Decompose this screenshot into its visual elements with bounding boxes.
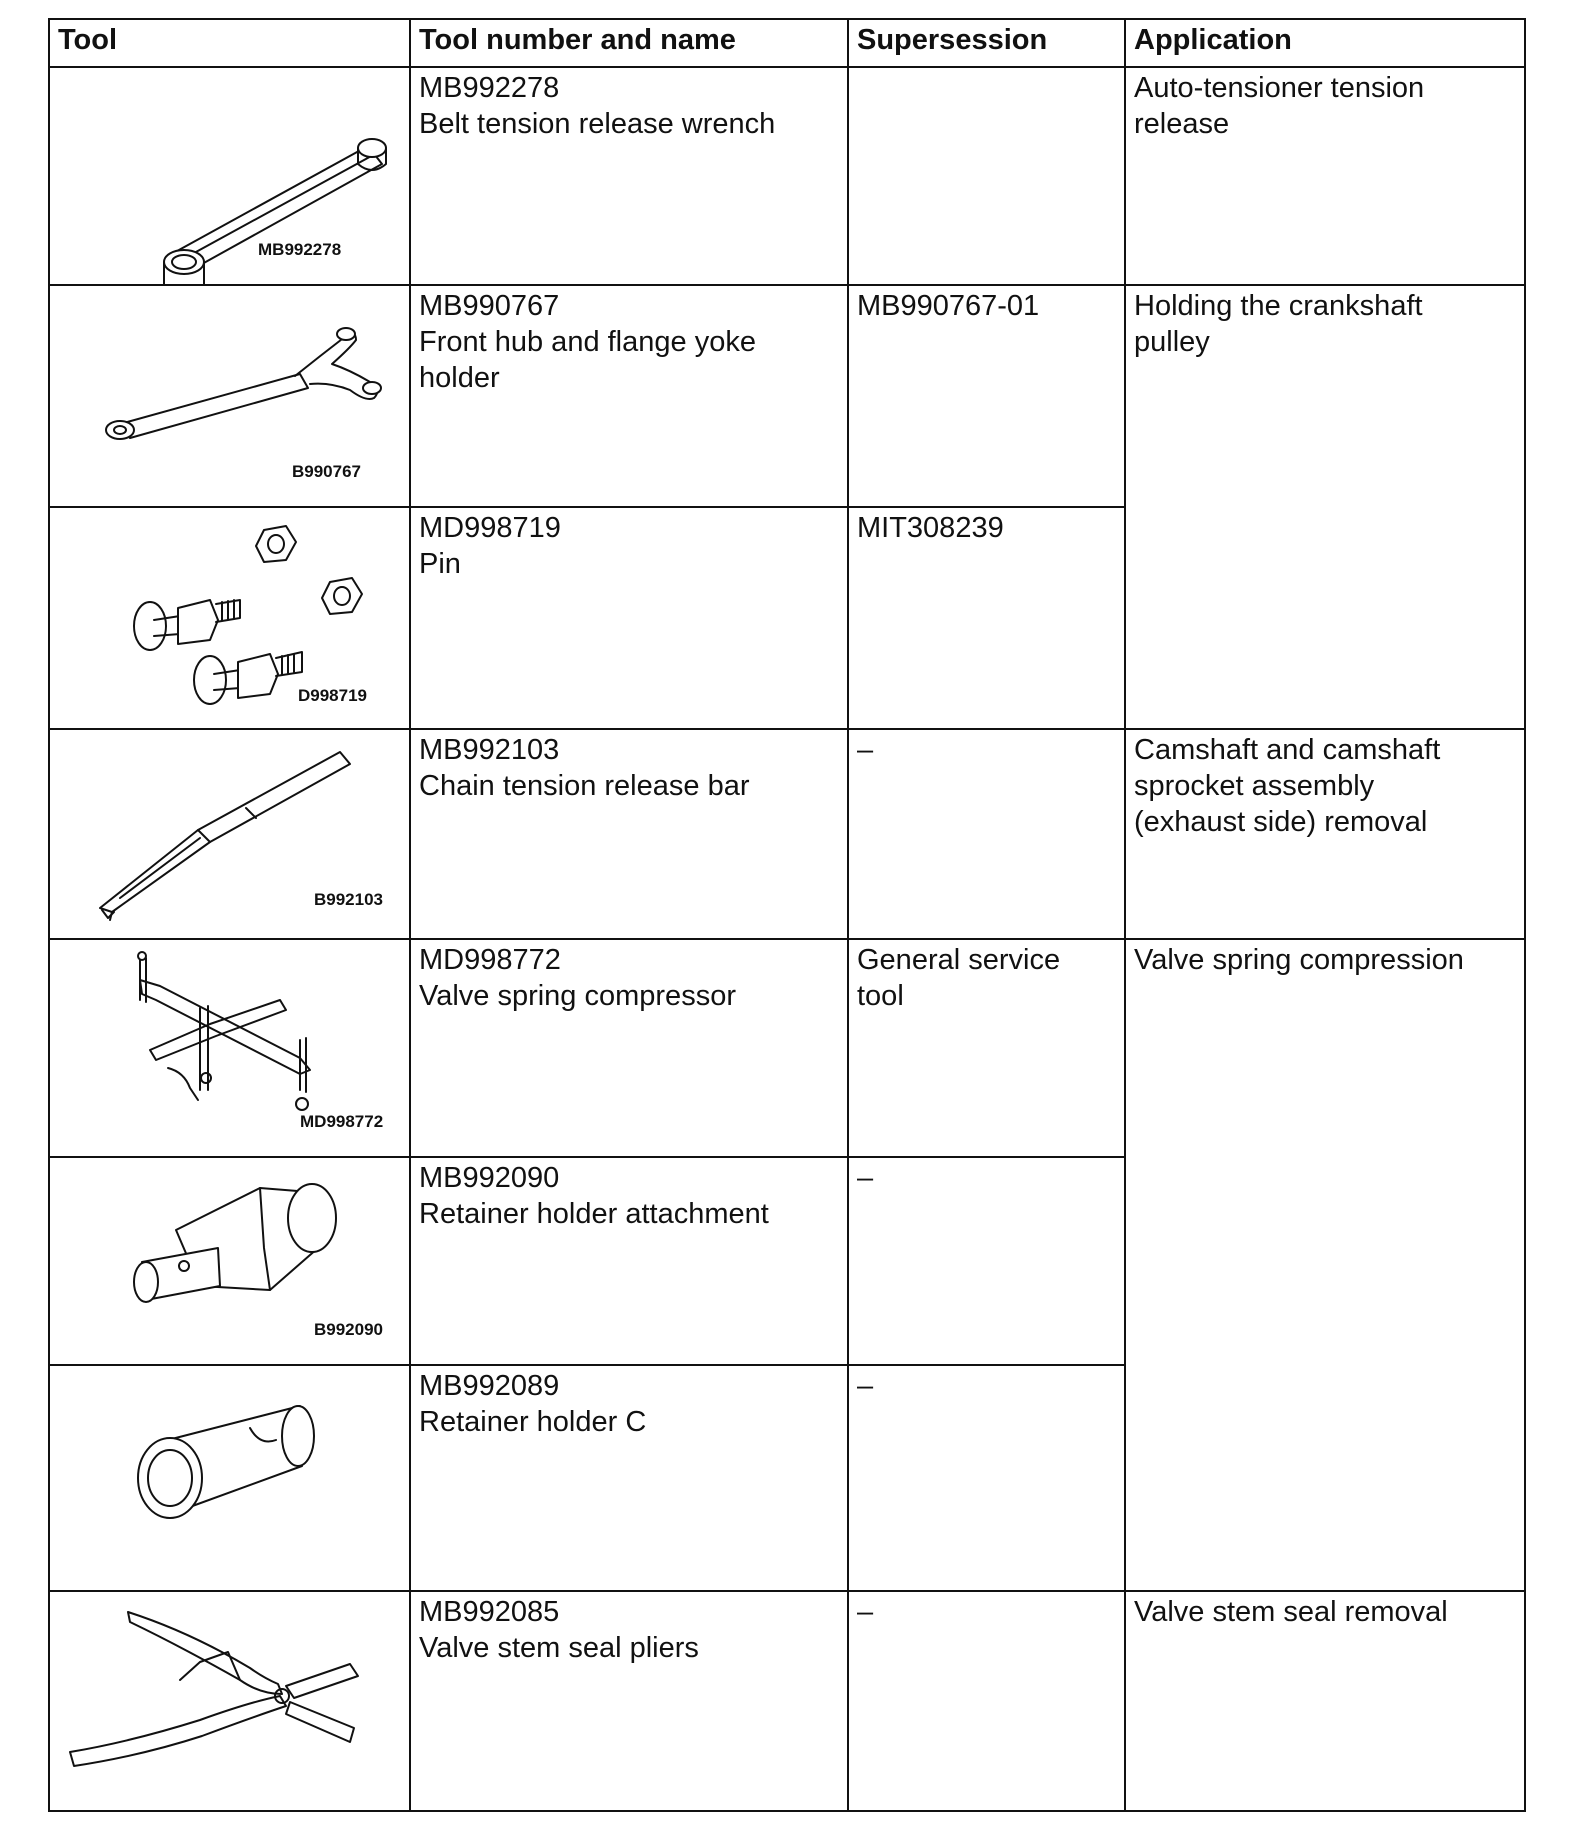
tool-illustration-cell: [49, 1591, 410, 1811]
tool-number-name-cell: [410, 729, 848, 939]
tool-number: MB992090: [419, 1162, 560, 1194]
tool-name: Front hub and flange yoke: [419, 326, 756, 358]
supersession-value: –: [857, 1370, 874, 1402]
header-tool-number-and-name: Tool number and name: [410, 19, 848, 67]
tool-number-name-cell: [410, 1365, 848, 1591]
tool-number: MB992085: [419, 1596, 560, 1628]
table-row: [49, 1591, 1525, 1811]
tool-name: Valve spring compressor: [419, 980, 736, 1012]
tool-number: MB992089: [419, 1370, 560, 1402]
tool-name: Pin: [419, 548, 461, 580]
tool-code-label: D998719: [298, 686, 368, 705]
tool-illustration-cell: [49, 1157, 410, 1365]
tool-code-label: B990767: [292, 462, 362, 481]
application-line: (exhaust side) removal: [1134, 806, 1428, 838]
supersession-value: [849, 68, 1124, 70]
supersession-line: tool: [857, 980, 904, 1012]
tool-number: MB992278: [419, 72, 560, 104]
supersession-cell: [848, 507, 1125, 729]
supersession-cell: [848, 1157, 1125, 1365]
retainer-holder-c-illustration: [50, 1366, 411, 1592]
tool-illustration-cell: [49, 729, 410, 939]
tool-illustration-cell: [49, 285, 410, 507]
supersession-cell: [848, 1591, 1125, 1811]
table-header-row: [49, 19, 1525, 67]
table-row: [49, 285, 1525, 507]
special-tools-table: [48, 18, 1526, 1812]
application-cell: [1125, 67, 1525, 285]
table-row: [49, 939, 1525, 1157]
application-line: Valve stem seal removal: [1134, 1596, 1448, 1628]
supersession-cell: [848, 67, 1125, 285]
application-line: Holding the crankshaft: [1134, 290, 1423, 322]
tool-code-label: MB992278: [258, 240, 342, 259]
tool-number-name-cell: [410, 939, 848, 1157]
tool-illustration-cell: [49, 939, 410, 1157]
tool-name: holder: [419, 362, 500, 394]
tool-number-name-cell: [410, 67, 848, 285]
tool-number: MB990767: [419, 290, 560, 322]
supersession-line: General service: [857, 944, 1061, 976]
supersession-value: –: [857, 1162, 874, 1194]
tool-name: Chain tension release bar: [419, 770, 750, 802]
tool-number: MD998719: [419, 512, 561, 544]
application-line: sprocket assembly: [1134, 770, 1375, 802]
tool-illustration-cell: [49, 507, 410, 729]
application-line: Auto-tensioner tension: [1134, 72, 1425, 104]
application-cell: [1125, 939, 1525, 1591]
tool-number-name-cell: [410, 507, 848, 729]
supersession-cell: [848, 285, 1125, 507]
table-row: [49, 729, 1525, 939]
supersession-cell: [848, 729, 1125, 939]
tool-number: MD998772: [419, 944, 561, 976]
tool-name: Retainer holder C: [419, 1406, 647, 1438]
tool-illustration-cell: [49, 1365, 410, 1591]
tool-illustration-cell: [49, 67, 410, 285]
tool-code-label: MD998772: [300, 1112, 384, 1131]
header-supersession: Supersession: [848, 19, 1125, 67]
application-cell: [1125, 285, 1525, 729]
application-cell: [1125, 1591, 1525, 1811]
header-tool: Tool: [49, 19, 410, 67]
supersession-value: –: [857, 1596, 874, 1628]
supersession-value: MIT308239: [857, 512, 1004, 544]
table-row: [49, 67, 1525, 285]
valve-stem-seal-pliers-illustration: [50, 1592, 411, 1812]
application-line: Valve spring compression: [1134, 944, 1464, 976]
tool-number-name-cell: [410, 1157, 848, 1365]
tool-name: Valve stem seal pliers: [419, 1632, 699, 1664]
application-line: pulley: [1134, 326, 1210, 358]
application-cell: [1125, 729, 1525, 939]
tool-name: Belt tension release wrench: [419, 108, 776, 140]
tool-code-label: B992103: [314, 890, 384, 909]
tool-code-label: B992090: [314, 1320, 384, 1339]
supersession-value: –: [857, 734, 874, 766]
tool-number: MB992103: [419, 734, 560, 766]
application-line: Camshaft and camshaft: [1134, 734, 1441, 766]
supersession-cell: [848, 939, 1125, 1157]
header-application: Application: [1125, 19, 1525, 67]
belt-tension-wrench-illustration: [50, 68, 411, 286]
application-line: release: [1134, 108, 1230, 140]
tool-number-name-cell: [410, 285, 848, 507]
tool-name: Retainer holder attachment: [419, 1198, 769, 1230]
tool-number-name-cell: [410, 1591, 848, 1811]
supersession-value: MB990767-01: [857, 290, 1040, 322]
supersession-cell: [848, 1365, 1125, 1591]
